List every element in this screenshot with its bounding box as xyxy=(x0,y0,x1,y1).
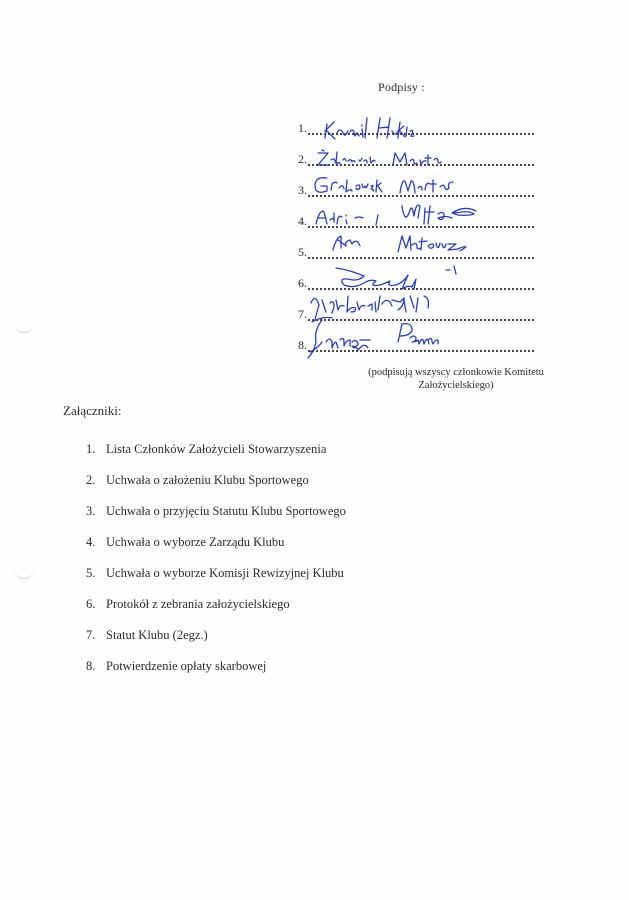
attachment-item xyxy=(86,473,346,504)
signature-line-number: 6. xyxy=(298,276,307,290)
attachment-text: Uchwała o założeniu Klubu Sportowego xyxy=(106,473,309,487)
signature-line-4 xyxy=(298,211,534,231)
attachment-item xyxy=(86,442,346,473)
signature-line-2 xyxy=(298,149,534,169)
signatures-heading: Podpisy : xyxy=(378,80,425,94)
signature-line-number: 8. xyxy=(298,338,307,352)
dotted-line xyxy=(308,226,534,228)
dotted-line xyxy=(308,195,534,197)
attachment-item xyxy=(86,597,346,628)
attachment-item xyxy=(86,566,346,597)
signature-line-8 xyxy=(298,335,534,355)
signature-line-number: 1. xyxy=(298,121,307,135)
signature-line-6 xyxy=(298,273,534,293)
attachment-number: 4. xyxy=(86,535,96,549)
signature-line-1 xyxy=(298,118,534,138)
attachment-number: 8. xyxy=(86,659,96,673)
signature-line-3 xyxy=(298,180,534,200)
signature-line-number: 4. xyxy=(298,214,307,228)
attachment-text: Statut Klubu (2egz.) xyxy=(106,628,208,642)
punch-hole-mark xyxy=(14,568,34,579)
signature-line-number: 3. xyxy=(298,183,307,197)
attachments-list xyxy=(86,442,346,690)
dotted-line xyxy=(308,350,534,352)
signatures-note: (podpisują wszyscy członkowie Komitetu Założycielskiego) xyxy=(368,367,544,391)
attachment-item xyxy=(86,504,346,535)
attachment-item xyxy=(86,659,346,690)
attachment-number: 6. xyxy=(86,597,96,611)
dotted-line xyxy=(308,164,534,166)
attachment-number: 7. xyxy=(86,628,96,642)
attachment-number: 3. xyxy=(86,504,96,518)
dotted-line xyxy=(308,257,534,259)
signature-line-5 xyxy=(298,242,534,262)
signature-line-number: 5. xyxy=(298,245,307,259)
attachment-number: 5. xyxy=(86,566,96,580)
attachment-text: Protokół z zebrania założycielskiego xyxy=(106,597,290,611)
attachment-item xyxy=(86,535,346,566)
dotted-line xyxy=(308,133,534,135)
attachment-text: Uchwała o wyborze Zarządu Klubu xyxy=(106,535,285,549)
attachment-number: 1. xyxy=(86,442,96,456)
dotted-line xyxy=(308,288,534,290)
attachment-text: Uchwała o przyjęciu Statutu Klubu Sportowego xyxy=(106,504,346,518)
attachment-text: Uchwała o wyborze Komisji Rewizyjnej Klubu xyxy=(106,566,344,580)
attachment-text: Potwierdzenie opłaty skarbowej xyxy=(106,659,267,673)
attachments-title: Załączniki: xyxy=(63,403,122,418)
signature-line-7 xyxy=(298,304,534,324)
signature-line-number: 2. xyxy=(298,152,307,166)
signature-line-number: 7. xyxy=(298,307,307,321)
punch-hole-mark xyxy=(14,322,34,333)
attachment-item xyxy=(86,628,346,659)
dotted-line xyxy=(308,319,534,321)
attachment-number: 2. xyxy=(86,473,96,487)
attachment-text: Lista Członków Założycieli Stowarzyszenia xyxy=(106,442,327,456)
